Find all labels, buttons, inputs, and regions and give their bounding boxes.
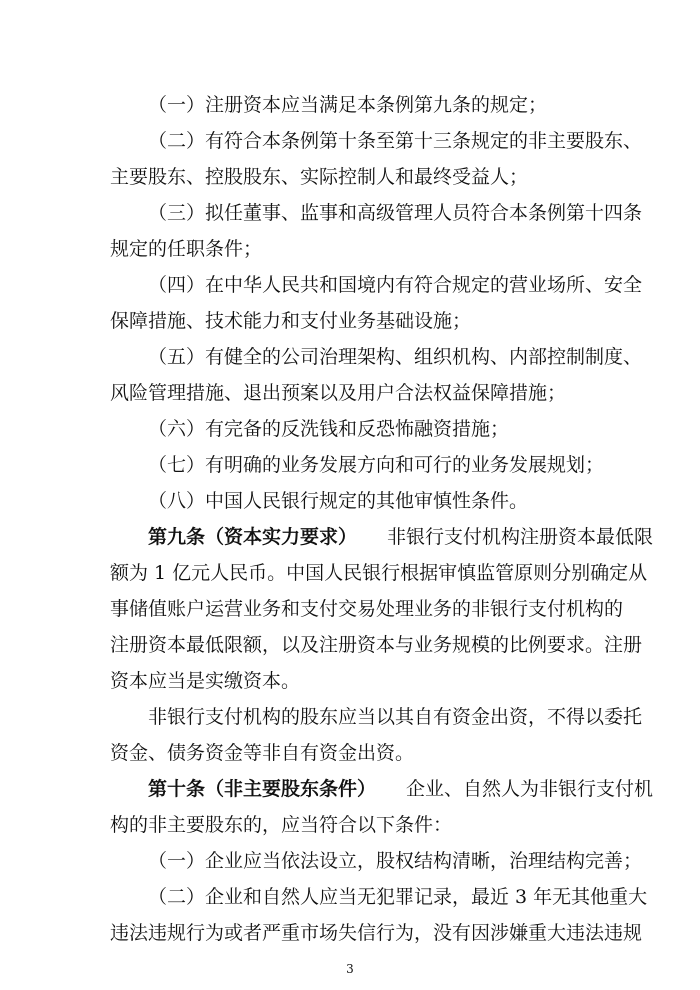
- list-item: （三）拟任董事、监事和高级管理人员符合本条例第十四条: [148, 202, 643, 224]
- list-item: （七）有明确的业务发展方向和可行的业务发展规划；: [148, 454, 605, 476]
- page-number: 3: [346, 962, 354, 976]
- list-item: （八）中国人民银行规定的其他审慎性条件。: [148, 490, 529, 512]
- text-line: 主要股东、控股股东、实际控制人和最终受益人；: [110, 166, 529, 188]
- article-10-heading: 第十条（非主要股东条件）: [148, 778, 377, 800]
- text-line: 注册资本最低限额，以及注册资本与业务规模的比例要求。注册: [110, 634, 643, 656]
- article-9-first-line: [0, 525, 700, 549]
- list-item: （五）有健全的公司治理架构、组织机构、内部控制制度、: [148, 346, 643, 368]
- article-10-first-line: [0, 777, 700, 801]
- text-line: 资金、债务资金等非自有资金出资。: [110, 742, 415, 764]
- text-line: 违法违规行为或者严重市场失信行为，没有因涉嫌重大违法违规: [110, 922, 643, 944]
- text-line: 额为 1 亿元人民币。中国人民银行根据审慎监管原则分别确定从: [110, 562, 648, 584]
- list-item: （六）有完备的反洗钱和反恐怖融资措施；: [148, 418, 510, 440]
- text-line: 事储值账户运营业务和支付交易处理业务的非银行支付机构的: [110, 598, 624, 620]
- list-item: （二）企业和自然人应当无犯罪记录，最近 3 年无其他重大: [148, 886, 648, 908]
- article-9-text: 非银行支付机构注册资本最低限: [387, 526, 654, 548]
- text-line: 非银行支付机构的股东应当以其自有资金出资，不得以委托: [148, 706, 643, 728]
- text-line: 资本应当是实缴资本。: [110, 670, 301, 692]
- article-10-text: 企业、自然人为非银行支付机: [406, 778, 654, 800]
- text-line: 规定的任职条件；: [110, 238, 263, 260]
- text-line: 保障措施、技术能力和支付业务基础设施；: [110, 310, 472, 332]
- list-item: （一）注册资本应当满足本条例第九条的规定；: [148, 94, 548, 116]
- list-item: （二）有符合本条例第十条至第十三条规定的非主要股东、: [148, 130, 643, 152]
- text-line: 构的非主要股东的，应当符合以下条件：: [110, 814, 453, 836]
- text-line: 风险管理措施、退出预案以及用户合法权益保障措施；: [110, 382, 567, 404]
- list-item: （四）在中华人民共和国境内有符合规定的营业场所、安全: [148, 274, 643, 296]
- list-item: （一）企业应当依法设立，股权结构清晰，治理结构完善；: [148, 850, 643, 872]
- article-9-heading: 第九条（资本实力要求）: [148, 526, 358, 548]
